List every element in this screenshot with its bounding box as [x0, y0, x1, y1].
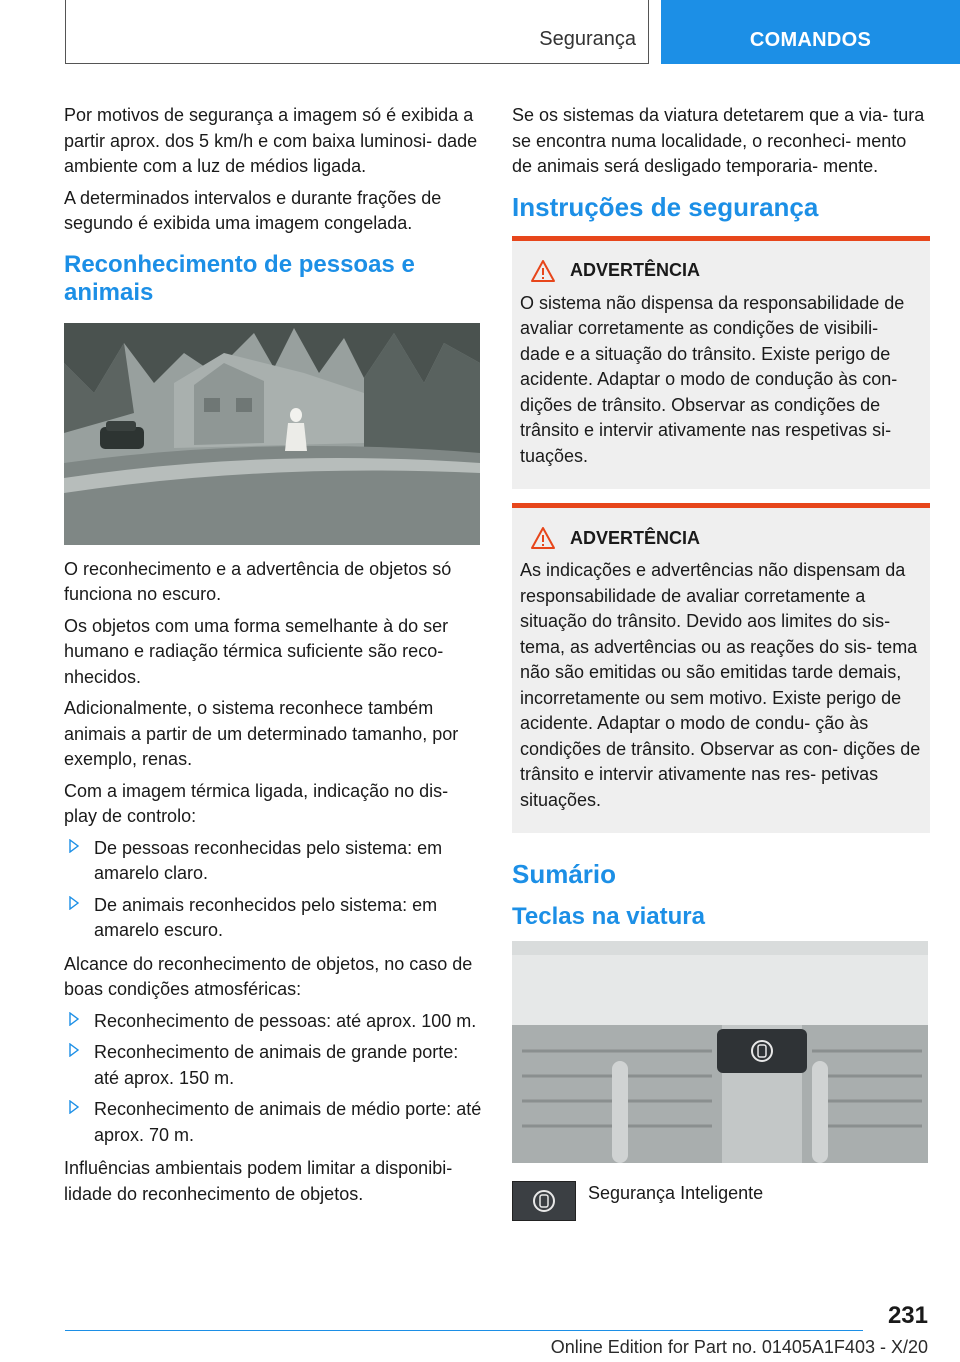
header-section-title: Segurança [539, 28, 636, 50]
intelligent-safety-icon [512, 1181, 576, 1221]
footer-edition: Online Edition for Part no. 01405A1F403 - X/20 [550, 1337, 928, 1357]
page-number: 231 [887, 1302, 928, 1329]
warning-text: As indicações e advertências não dispensam da responsabilidade de avaliar corretamente a situação do trânsito. Devido aos limites do sis‐ tema, as advertências ou as reações do sis‐ tema não são emitidas ou são emitidas tarde demais, incorretamente ou sem motivo. Existe perigo de acidente. Adaptar o modo de condu‐ ção às condições de trânsito. Observar as con‐ dições de trânsito e intervir ativamente nas res‐ petivas situações. [520, 560, 921, 810]
intro-paragraph-1: Por motivos de segurança a imagem só é exibida a partir aprox. dos 5 km/h e com baixa luminosi‐ dade ambiente com a luz de médios ligada. [64, 105, 478, 176]
warning-box-2 [512, 503, 930, 833]
warning-title: ADVERTÊNCIA [570, 260, 701, 280]
header-section-box [65, 0, 649, 64]
paragraph-dark-only: O reconhecimento e a advertência de objetos só funciona no escuro. [64, 558, 452, 604]
list-item [64, 1097, 482, 1148]
paragraph-display-indication: Com a imagem térmica ligada, indicação no dis‐ play de controlo: [64, 780, 449, 826]
intro-paragraph-2: A determinados intervalos e durante frações de segundo é exibida uma imagem congelada. [64, 187, 442, 233]
warning-triangle-icon [530, 259, 556, 283]
warning-box-1 [512, 236, 930, 490]
triangle-bullet-icon [69, 1100, 79, 1114]
warning-text: O sistema não dispensa da responsabilidade de avaliar corretamente as condições de visibili‐ dade e a situação do trânsito. Existe perigo de acidente. Adaptar o modo de condução às con‐ dições de trânsito. Observar as condições de trânsito e intervir ativamente nas respetivas si‐ tuações. [520, 292, 905, 466]
list-item [64, 893, 482, 944]
triangle-bullet-icon [69, 1043, 79, 1057]
warning-triangle-icon [530, 526, 556, 550]
header-chapter-label: COMANDOS [749, 29, 872, 51]
list-item-text: De pessoas reconhecidas pelo sistema: em amarelo claro. [94, 837, 443, 883]
warning-title-row [520, 259, 922, 283]
key-legend-row [512, 1181, 930, 1221]
triangle-bullet-icon [69, 1012, 79, 1026]
paragraph-locality: Se os sistemas da viatura detetarem que a via‐ tura se encontra numa localidade, o reconheci‐ mento de animais será desligado temporaria‐ mente. [512, 105, 925, 176]
triangle-bullet-icon [69, 839, 79, 853]
thermal-night-vision-photo [64, 323, 480, 545]
section-heading-safety: Instruções de segurança [512, 191, 819, 222]
vehicle-keys-photo [512, 941, 928, 1163]
paragraph-range-intro: Alcance do reconhecimento de objetos, no caso de boas condições atmosféricas: [64, 953, 473, 999]
warning-title-row [520, 526, 922, 550]
left-column [64, 103, 482, 1213]
paragraph-human-shapes: Os objetos com uma forma semelhante à do ser humano e radiação térmica suficiente são reco‐ nhecidos. [64, 615, 449, 687]
list-item [64, 836, 482, 887]
key-label: Segurança Inteligente [588, 1183, 764, 1203]
right-column [512, 103, 930, 1221]
range-list [64, 1009, 482, 1149]
list-item [64, 1009, 482, 1035]
list-item-text: Reconhecimento de animais de médio porte: até aprox. 70 m. [94, 1099, 482, 1145]
footer-divider [65, 1330, 863, 1331]
list-item [64, 1040, 482, 1091]
section-heading-recognition: Reconhecimento de pessoas e animais [64, 250, 415, 306]
warning-title: ADVERTÊNCIA [570, 527, 701, 548]
list-item-text: Reconhecimento de animais de grande porte: até aprox. 150 m. [94, 1042, 459, 1088]
paragraph-animals: Adicionalmente, o sistema reconhece também animais a partir de um determinado tamanho, por exemplo, renas. [64, 698, 459, 769]
thermal-scene-illustration [64, 323, 480, 545]
paragraph-closing: Influências ambientais podem limitar a disponibi‐ lidade do reconhecimento de objetos. [64, 1158, 453, 1204]
dashboard-button-illustration [512, 941, 928, 1163]
header-chapter-tab [661, 0, 960, 64]
list-item-text: Reconhecimento de pessoas: até aprox. 100 m. [94, 1010, 477, 1031]
display-color-list [64, 836, 482, 944]
triangle-bullet-icon [69, 896, 79, 910]
subheading-keys: Teclas na viatura [512, 903, 705, 930]
list-item-text: De animais reconhecidos pelo sistema: em amarelo escuro. [94, 894, 438, 940]
section-heading-summary: Sumário [512, 859, 617, 889]
